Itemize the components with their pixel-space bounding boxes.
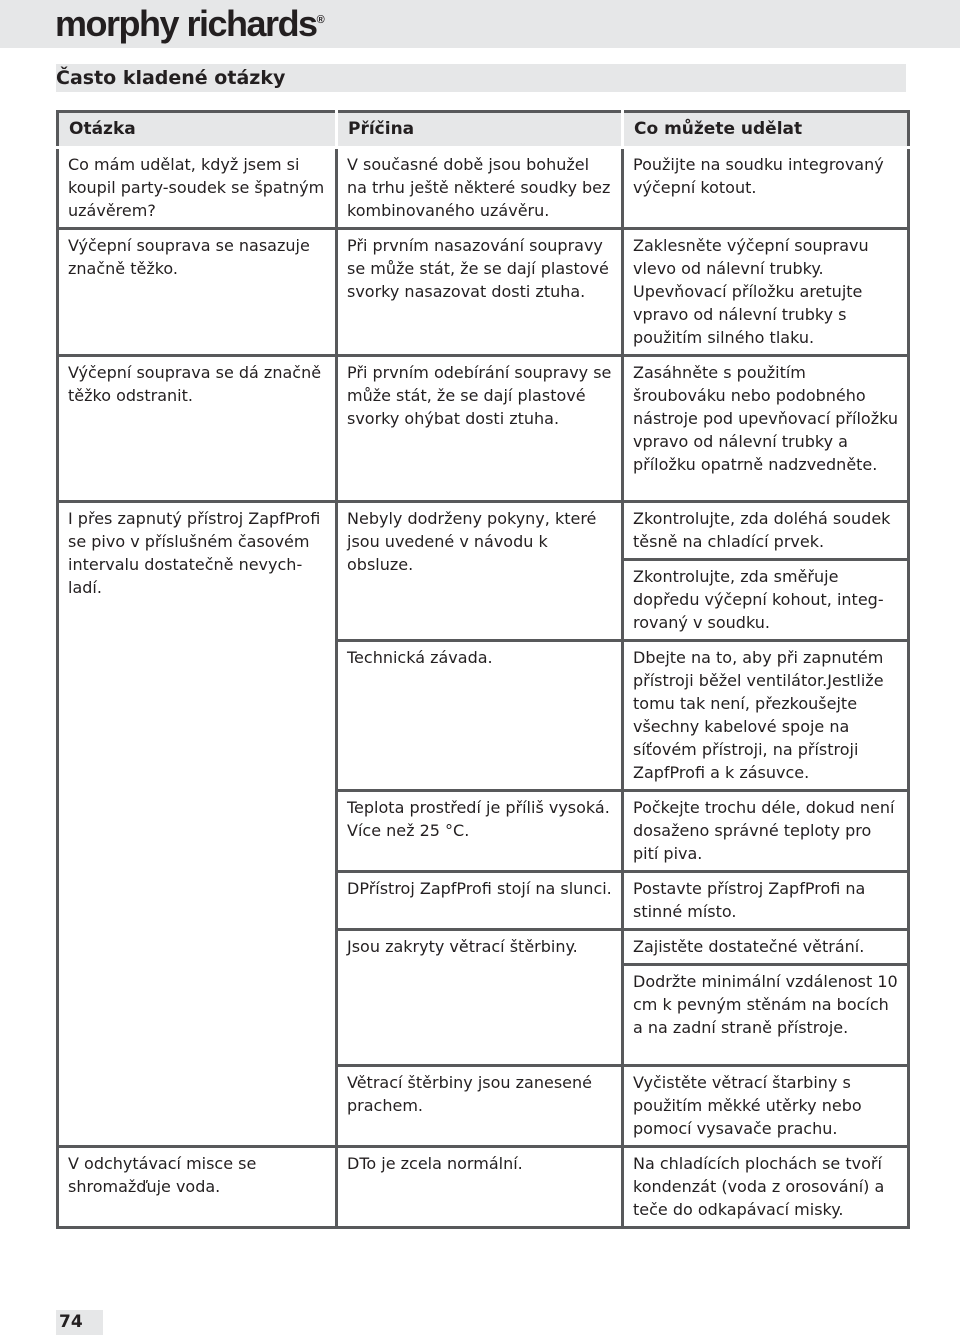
action-cell: Zajistěte dostatečné větrání.	[623, 930, 909, 965]
action-cell: Zkontrolujte, zda směřuje dopředu výčepní kohout, integrovaný v soudku.	[623, 560, 909, 641]
cause-cell: Jsou zakryty větrací štěrbiny.	[337, 930, 623, 1066]
section-title: Často kladené otázky	[56, 67, 286, 89]
cause-cell: Při prvním nasazování soupravy se může stát, že se dají plastové svorky nasazovat dosti ztuha.	[337, 229, 623, 356]
question-cell: Výčepní souprava se nasazuje značně těžko.	[58, 229, 337, 356]
cause-cell: Větrací štěrbiny jsou zanesené prachem.	[337, 1066, 623, 1147]
action-cell: Použijte na soudku integrovaný výčepní kotout.	[623, 148, 909, 229]
action-cell: Zasáhněte s použitím šroubováku nebo podobného nástroje pod upevňovací příložku vpravo od nálevní trubky a příložku opatrně nadzvedněte.	[623, 356, 909, 502]
action-cell: Vyčistěte větrací štarbiny s použitím měkké utěrky nebo pomocí vysavače prachu.	[623, 1066, 909, 1147]
header-question: Otázka	[58, 112, 337, 148]
cause-cell: Teplota prostředí je příliš vysoká. Více než 25 °C.	[337, 791, 623, 872]
question-cell: I přes zapnutý přístroj ZapfProfi se pivo v příslušném časovém intervalu dostatečně nevychladí.	[58, 502, 337, 1147]
table-row	[58, 1147, 909, 1228]
action-cell: Postavte přístroj ZapfProfi na stinné místo.	[623, 872, 909, 930]
cause-cell: Při prvním odebírání soupravy se může stát, že se dají plastové svorky ohýbat dosti ztuha.	[337, 356, 623, 502]
action-cell: Zaklesněte výčepní soupravu vlevo od nálevní trubky. Upevňovací příložku aretujte vpravo od nálevní trubky s použitím silného tlaku.	[623, 229, 909, 356]
header-action: Co můžete udělat	[623, 112, 909, 148]
cause-cell: Technická závada.	[337, 641, 623, 791]
table-row	[58, 229, 909, 356]
action-cell: Dodržte minimální vzdálenost 10 cm k pevným stěnám na bocích a na zadní straně přístroje.	[623, 965, 909, 1066]
action-cell: Dbejte na to, aby při zapnutém přístroji běžel ventilátor.Jestliže tomu tak není, přezkoušejte všechny kabelové spoje na síťovém přístroji, na přístroji ZapfProfi a k zásuvce.	[623, 641, 909, 791]
brand-logo: morphy richards®	[55, 3, 325, 44]
action-cell: Počkejte trochu déle, dokud není dosaženo správné teploty pro pití piva.	[623, 791, 909, 872]
question-cell: Výčepní souprava se dá značně těžko odstranit.	[58, 356, 337, 502]
cause-cell: DPřístroj ZapfProfi stojí na slunci.	[337, 872, 623, 930]
table-header-row	[58, 112, 909, 148]
header-cause: Příčina	[337, 112, 623, 148]
action-cell: Zkontrolujte, zda doléhá soudek těsně na chladící prvek.	[623, 502, 909, 560]
cause-cell: V současné době jsou bohužel na trhu ještě některé soudky bez kombinovaného uzávěru.	[337, 148, 623, 229]
faq-table	[56, 110, 910, 1229]
table-row	[58, 356, 909, 502]
page-number: 74	[56, 1310, 103, 1335]
table-row	[58, 148, 909, 229]
table-row	[58, 502, 909, 560]
action-cell: Na chladících plochách se tvoří kondenzát (voda z orosování) a teče do odkapávací misky.	[623, 1147, 909, 1228]
cause-cell: Nebyly dodrženy pokyny, které jsou uvedené v návodu k obsluze.	[337, 502, 623, 641]
question-cell: Co mám udělat, když jsem si koupil party-soudek se špatným uzávěrem?	[58, 148, 337, 229]
question-cell: V odchytávací misce se shromažďuje voda.	[58, 1147, 337, 1228]
cause-cell: DTo je zcela normální.	[337, 1147, 623, 1228]
